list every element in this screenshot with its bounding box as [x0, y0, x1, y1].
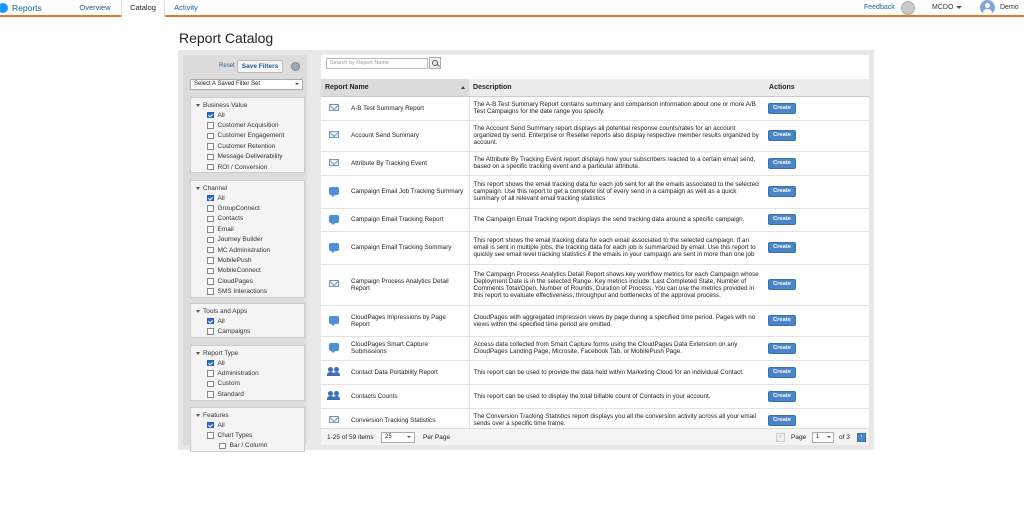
filter-checkbox[interactable]	[219, 443, 226, 450]
filter-option[interactable]	[191, 420, 304, 430]
people-icon	[328, 367, 340, 376]
report-name: Account Send Summary	[347, 120, 469, 151]
report-list	[321, 55, 869, 445]
filter-option-label: GroupConnect	[217, 205, 260, 213]
report-description: The Campaign Process Analytics Detail Report shows key workflow metrics for each Campaign whose Deployment Date is in the selected Range. Key metrics include: Last Completed State, Number of Comments Total/Open, Number of Rounds, Duration of Process. You can use the metrics provided in this report to evaluate effectiveness, throughput and bottlenecks of the approval process.	[469, 264, 765, 305]
filter-option[interactable]	[191, 326, 304, 336]
row-actions	[765, 120, 869, 151]
filter-group-title: Features	[203, 411, 229, 419]
page-label: Page	[791, 434, 807, 441]
filter-option[interactable]	[191, 120, 304, 130]
tab-overview[interactable]: Overview	[79, 3, 111, 12]
row-actions	[765, 96, 869, 120]
report-description: Access data collected from Smart Capture forms using the CloudPages Data Extension on any CloudPages Landing Page, Microsite, Facebook Tab, or MobilePush Page.	[469, 336, 765, 360]
filter-checkbox[interactable]	[207, 195, 214, 202]
filter-option[interactable]	[191, 316, 304, 326]
filter-group	[190, 407, 305, 452]
mail-icon	[329, 416, 339, 423]
tab-catalog[interactable]: Catalog	[121, 0, 165, 19]
table-row	[321, 231, 869, 264]
filter-group	[190, 97, 305, 173]
filter-option[interactable]	[191, 203, 304, 213]
report-description: The Campaign Email Tracking report displays the send tracking data around a specific campaign.	[469, 208, 765, 231]
row-actions	[765, 264, 869, 305]
filter-checkbox[interactable]	[207, 164, 214, 171]
row-icon-cell	[321, 231, 347, 264]
row-icon-cell	[321, 175, 347, 208]
filter-group	[190, 303, 305, 338]
filter-option-label: All	[217, 111, 225, 119]
table-row	[321, 384, 869, 408]
mail-icon	[329, 104, 339, 111]
column-report-name[interactable]: Report Name	[321, 79, 469, 96]
table-row	[321, 360, 869, 384]
create-button[interactable]: Create	[768, 103, 796, 114]
avatar	[901, 1, 915, 15]
report-name: CloudPages Impressions by Page Report	[347, 305, 469, 336]
mail-icon	[329, 280, 339, 287]
filter-checkbox[interactable]	[207, 268, 214, 275]
report-description: CloudPages with aggregated impression views by page during a specified time period. Pages with no views within the specified time period are omitted.	[469, 305, 765, 336]
report-description: The A-B Test Summary Report contains summary and comparison information about one or more A/B Test Campaigns for the date range you specify.	[469, 96, 765, 120]
user-menu[interactable]	[980, 0, 1019, 15]
chat-icon	[329, 187, 339, 195]
saved-filter-value: Select A Saved Filter Set	[194, 81, 261, 87]
page-select[interactable]	[812, 432, 834, 443]
create-button[interactable]: Create	[768, 415, 796, 426]
row-actions	[765, 360, 869, 384]
create-button[interactable]: Create	[768, 367, 796, 378]
filter-group-toggle[interactable]	[191, 183, 304, 193]
collapse-triangle-icon	[196, 310, 200, 313]
row-actions	[765, 231, 869, 264]
row-icon-cell	[321, 305, 347, 336]
table-row	[321, 151, 869, 175]
item-count: 1-25 of 59 items	[327, 434, 374, 441]
report-name: CloudPages Smart Capture Submissions	[347, 336, 469, 360]
page-total: of 3	[839, 434, 850, 441]
filter-option-label: All	[217, 359, 225, 367]
per-page-select[interactable]	[381, 432, 415, 443]
filter-option[interactable]	[191, 214, 304, 224]
row-actions	[765, 208, 869, 231]
report-name: Contact Data Portability Report	[347, 360, 469, 384]
filter-checkbox[interactable]	[207, 122, 214, 129]
filter-checkbox[interactable]	[207, 205, 214, 212]
chevron-down-icon	[827, 436, 831, 438]
filter-checkbox[interactable]	[207, 133, 214, 140]
account-switcher[interactable]	[932, 0, 962, 15]
filter-option[interactable]	[191, 224, 304, 234]
create-button[interactable]: Create	[768, 158, 796, 169]
collapse-triangle-icon	[196, 104, 200, 107]
filter-option-label: Customer Engagement	[217, 132, 285, 140]
create-button[interactable]: Create	[768, 343, 796, 354]
cloud-logo-icon	[0, 3, 8, 13]
filter-option[interactable]	[191, 162, 304, 172]
report-table	[321, 79, 869, 433]
filter-group-title: Tools and Apps	[203, 307, 248, 315]
report-description: This report can be used to display the total billable count of Contacts in your account.	[469, 384, 765, 408]
report-description: This report shows the email tracking data for each email associated to the selected campaign. If an email is sent in multiple jobs, the tracking data for each job is summarized by email. Use this report to quickly see email level tracking statistics if the emails in your campaign are sent in more than one job	[469, 231, 765, 264]
filter-group-toggle[interactable]	[191, 348, 304, 358]
table-row	[321, 120, 869, 151]
row-icon-cell	[321, 264, 347, 305]
row-actions	[765, 175, 869, 208]
filter-option-label: Message Deliverability	[217, 153, 283, 161]
create-button[interactable]: Create	[768, 315, 796, 326]
create-button[interactable]: Create	[768, 391, 796, 402]
reset-link[interactable]: Reset	[219, 63, 235, 69]
filter-checkbox[interactable]	[207, 288, 214, 295]
filter-option[interactable]	[191, 110, 304, 120]
filter-option-label: Journey Builder	[217, 236, 263, 244]
page-value: 1	[816, 434, 820, 440]
filter-option[interactable]	[191, 441, 304, 451]
gear-icon[interactable]	[291, 62, 300, 71]
report-description: The Account Send Summary report displays all potential response counts/rates for an account organized by send. Enterprise or Reseller reports also display respective member results organized by account.	[469, 120, 765, 151]
filter-option-label: Customer Acquisition	[217, 122, 279, 130]
column-actions: Actions	[765, 79, 869, 96]
saved-filter-select[interactable]	[190, 79, 303, 90]
report-name: Campaign Process Analytics Detail Report	[347, 264, 469, 305]
filter-group-title: Channel	[203, 184, 228, 192]
filter-option[interactable]	[191, 266, 304, 276]
filter-checkbox[interactable]	[207, 216, 214, 223]
filter-group-toggle[interactable]	[191, 410, 304, 420]
report-name: Conversion Tracking Statistics	[347, 408, 469, 432]
chat-icon	[329, 215, 339, 223]
table-row	[321, 305, 869, 336]
filter-option-label: All	[217, 421, 225, 429]
create-button[interactable]: Create	[768, 186, 796, 197]
report-name: Campaign Email Tracking Summary	[347, 231, 469, 264]
filter-checkbox[interactable]	[207, 278, 214, 285]
collapse-triangle-icon	[196, 414, 200, 417]
collapse-triangle-icon	[196, 352, 200, 355]
filter-actions	[183, 60, 307, 73]
filter-option[interactable]	[191, 430, 304, 440]
brand-name: Reports	[12, 2, 42, 13]
filter-group	[190, 180, 305, 298]
row-icon-cell	[321, 120, 347, 151]
column-description: Description	[469, 79, 765, 96]
page-title: Report Catalog	[179, 30, 274, 46]
filter-option[interactable]	[191, 255, 304, 265]
filter-group-title: Business Value	[203, 101, 248, 109]
row-icon-cell	[321, 384, 347, 408]
filter-checkbox[interactable]	[207, 328, 214, 335]
row-icon-cell	[321, 360, 347, 384]
tab-activity[interactable]: Activity	[174, 3, 198, 12]
filter-checkbox[interactable]	[207, 154, 214, 161]
filter-group	[190, 345, 305, 401]
filter-option[interactable]	[191, 358, 304, 368]
filter-option[interactable]	[191, 141, 304, 151]
filter-option[interactable]	[191, 389, 304, 399]
profile-avatar[interactable]	[901, 0, 915, 15]
filter-checkbox[interactable]	[207, 391, 214, 398]
filter-option-label: Bar / Column	[229, 442, 268, 450]
report-description: The Conversion Tracking Statistics report displays you all the conversion activity across all your email sends over a specific time frame.	[469, 408, 765, 432]
filter-sidebar	[183, 55, 307, 450]
row-actions	[765, 305, 869, 336]
filter-option[interactable]	[191, 287, 304, 297]
filter-checkbox[interactable]	[207, 237, 214, 244]
search-input[interactable]: Search by Report Name	[326, 58, 428, 69]
filter-option-label: MC Administration	[217, 246, 271, 254]
top-nav	[0, 0, 1024, 17]
filter-option[interactable]	[191, 368, 304, 378]
table-row	[321, 175, 869, 208]
user-name: Demo	[1000, 4, 1019, 11]
filter-checkbox[interactable]	[207, 112, 214, 119]
table-row	[321, 264, 869, 305]
filter-option[interactable]	[191, 193, 304, 203]
table-row	[321, 96, 869, 120]
table-row	[321, 208, 869, 231]
filter-checkbox[interactable]	[207, 432, 214, 439]
create-button[interactable]: Create	[768, 214, 796, 225]
filter-option-label: Campaigns	[217, 328, 251, 336]
report-name: A-B Test Summary Report	[347, 96, 469, 120]
mail-icon	[329, 159, 339, 166]
filter-group-title: Report Type	[203, 349, 239, 357]
filter-option-label: ROI / Conversion	[217, 163, 268, 171]
filter-checkbox[interactable]	[207, 318, 214, 325]
filter-option-label: Chart Types	[217, 432, 253, 440]
filter-checkbox[interactable]	[207, 381, 214, 388]
filter-checkbox[interactable]	[207, 422, 214, 429]
filter-option-label: MobileConnect	[217, 267, 261, 275]
next-page-icon[interactable]: ›	[857, 433, 866, 442]
filter-option[interactable]	[191, 245, 304, 255]
filter-option-label: Standard	[217, 390, 244, 398]
per-page-value: 25	[385, 434, 392, 440]
report-description: The Attribute By Tracking Event report displays how your subscribers reacted to a certain email send, based on a specific tracking event and a particular attribute.	[469, 151, 765, 175]
filter-option-label: Administration	[217, 370, 259, 378]
filter-checkbox[interactable]	[207, 247, 214, 254]
account-name: MCDO	[932, 4, 954, 11]
filter-option[interactable]	[191, 379, 304, 389]
filter-option-label: CloudPages	[217, 277, 253, 285]
filter-option-label: MobilePush	[217, 257, 252, 265]
row-icon-cell	[321, 336, 347, 360]
row-actions	[765, 151, 869, 175]
filter-option-label: All	[217, 194, 225, 202]
people-icon	[328, 391, 340, 400]
table-row	[321, 336, 869, 360]
filter-checkbox[interactable]	[207, 143, 214, 150]
filter-option-label: SMS Interactions	[217, 288, 267, 296]
collapse-triangle-icon	[196, 187, 200, 190]
pagination	[321, 428, 869, 445]
create-button[interactable]: Create	[768, 130, 796, 141]
catalog-panel	[178, 50, 874, 450]
report-name: Campaign Email Job Tracking Summary	[347, 175, 469, 208]
chat-icon	[329, 243, 339, 251]
mail-icon	[329, 131, 339, 138]
filter-checkbox[interactable]	[207, 370, 214, 377]
user-avatar-icon	[980, 0, 995, 15]
filter-option[interactable]	[191, 276, 304, 286]
chevron-down-icon	[295, 83, 299, 85]
report-name: Attribute By Tracking Event	[347, 151, 469, 175]
filter-option-label: Contacts	[217, 215, 244, 223]
filter-group-toggle[interactable]	[191, 306, 304, 316]
brand[interactable]	[0, 0, 42, 15]
report-name: Campaign Email Tracking Report	[347, 208, 469, 231]
report-name: Contacts Counts	[347, 384, 469, 408]
prev-page-icon[interactable]: ‹	[776, 433, 785, 442]
filter-group-toggle[interactable]	[191, 100, 304, 110]
per-page-label: Per Page	[423, 434, 451, 441]
row-icon-cell	[321, 151, 347, 175]
filter-option-label: Email	[217, 225, 234, 233]
chevron-down-icon	[956, 6, 962, 9]
filter-option-label: All	[217, 317, 225, 325]
chevron-down-icon	[407, 436, 411, 438]
filter-option[interactable]	[191, 235, 304, 245]
filter-checkbox[interactable]	[207, 257, 214, 264]
chat-icon	[329, 343, 339, 351]
filter-option-label: Customer Retention	[217, 142, 276, 150]
row-icon-cell	[321, 208, 347, 231]
report-description: This report shows the email tracking data for each job sent for all the emails associated to the selected campaign. Use this report to get a complete list of every send in a campaign as well as a quick summary of all relevant email tracking statistics	[469, 175, 765, 208]
filter-checkbox[interactable]	[207, 226, 214, 233]
row-icon-cell	[321, 96, 347, 120]
filter-option-label: Custom	[217, 380, 240, 388]
chat-icon	[329, 316, 339, 324]
filter-checkbox[interactable]	[207, 360, 214, 367]
feedback-link[interactable]: Feedback	[864, 4, 895, 11]
row-actions	[765, 336, 869, 360]
search-icon[interactable]	[429, 57, 441, 69]
filter-option[interactable]	[191, 152, 304, 162]
row-actions	[765, 384, 869, 408]
create-button[interactable]: Create	[768, 242, 796, 253]
create-button[interactable]: Create	[768, 279, 796, 290]
report-description: This report can be used to provide the data held within Marketing Cloud for an individual Contact.	[469, 360, 765, 384]
filter-option[interactable]	[191, 131, 304, 141]
save-filters-button[interactable]: Save Filters	[237, 60, 283, 73]
